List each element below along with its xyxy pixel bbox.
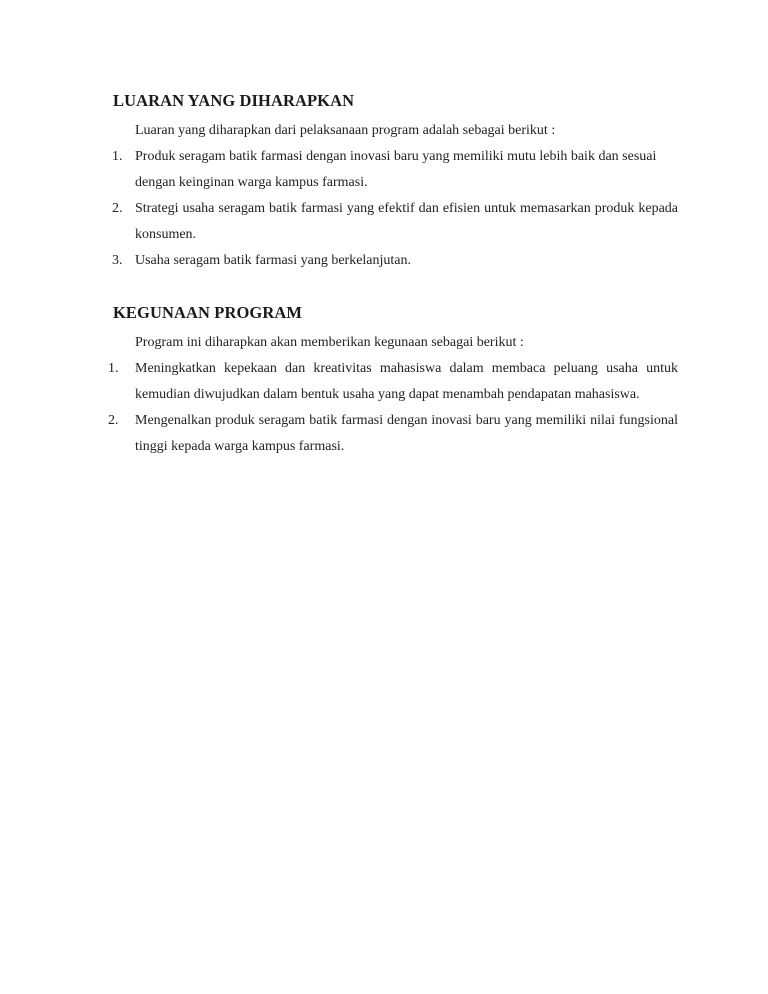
list-number: 1. bbox=[108, 361, 119, 376]
list-text: Strategi usaha seragam batik farmasi yang efektif dan efisien untuk memasarkan produk kepada konsumen. bbox=[135, 201, 678, 242]
list-text: Meningkatkan kepekaan dan kreativitas mahasiswa dalam membaca peluang usaha untuk kemudian diwujudkan dalam bentuk usaha yang dapat menambah pendapatan mahasiswa. bbox=[135, 361, 678, 402]
list-item bbox=[108, 408, 678, 460]
luaran-list bbox=[112, 144, 678, 274]
list-item bbox=[112, 196, 678, 248]
list-item bbox=[112, 248, 678, 274]
list-number: 2. bbox=[112, 201, 123, 216]
list-item bbox=[112, 144, 678, 196]
list-text: Usaha seragam batik farmasi yang berkelanjutan. bbox=[135, 253, 412, 268]
section-luaran bbox=[112, 90, 678, 274]
section-heading-luaran: LUARAN YANG DIHARAPKAN bbox=[113, 91, 355, 110]
list-item bbox=[108, 356, 678, 408]
list-text: Mengenalkan produk seragam batik farmasi dengan inovasi baru yang memiliki nilai fungsional tinggi kepada warga kampus farmasi. bbox=[135, 413, 678, 454]
intro-paragraph-kegunaan: Program ini diharapkan akan memberikan kegunaan sebagai berikut : bbox=[135, 335, 524, 350]
list-number: 3. bbox=[112, 253, 123, 268]
intro-paragraph-luaran: Luaran yang diharapkan dari pelaksanaan program adalah sebagai berikut : bbox=[135, 123, 556, 138]
kegunaan-list bbox=[108, 356, 678, 460]
list-number: 1. bbox=[112, 149, 123, 164]
section-heading-kegunaan: KEGUNAAN PROGRAM bbox=[113, 303, 303, 322]
section-kegunaan bbox=[108, 302, 678, 460]
list-number: 2. bbox=[108, 413, 119, 428]
list-text: Produk seragam batik farmasi dengan inovasi baru yang memiliki mutu lebih baik dan sesuai dengan keinginan warga kampus farmasi. bbox=[135, 149, 657, 190]
